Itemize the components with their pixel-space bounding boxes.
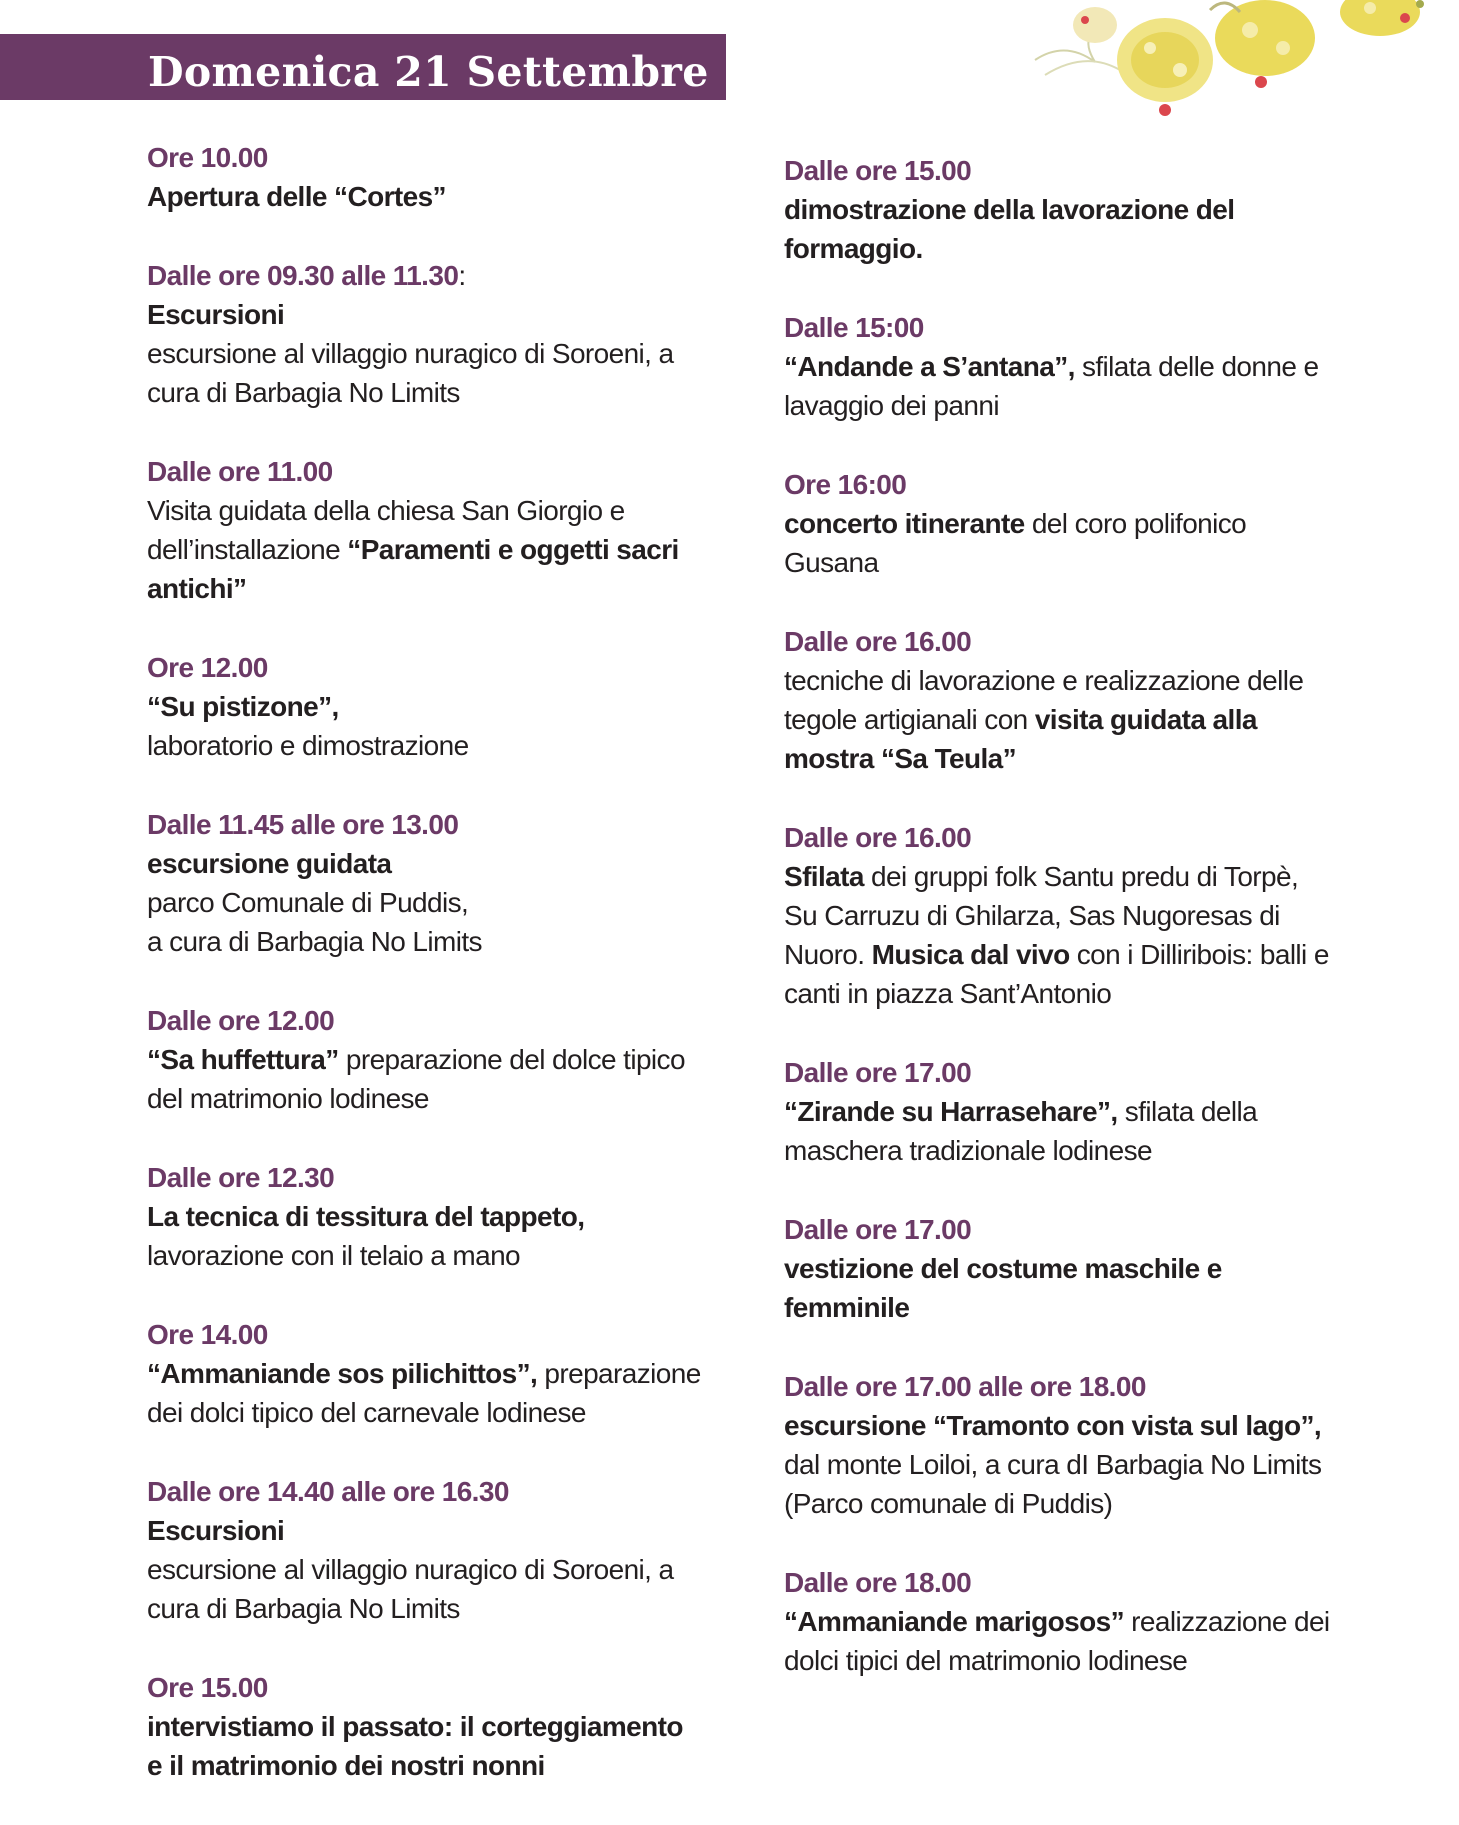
event-time bbox=[147, 1001, 707, 1040]
event-text: laboratorio e dimostrazione bbox=[147, 730, 469, 761]
page-title: Domenica 21 Settembre bbox=[148, 48, 709, 96]
event-text: escursione al villaggio nuragico di Soroeni, a bbox=[147, 1554, 674, 1585]
schedule-entry bbox=[147, 648, 707, 765]
event-highlight-text: “Andande a S’antana”, bbox=[784, 351, 1075, 382]
event-highlight-text: vestizione del costume maschile e bbox=[784, 1253, 1222, 1284]
event-text: con i Dilliribois: balli e bbox=[1069, 939, 1329, 970]
event-time-label: Dalle ore 15.00 bbox=[784, 155, 972, 186]
event-time-label: Dalle ore 17.00 bbox=[784, 1214, 972, 1245]
event-highlight-text: mostra “Sa Teula” bbox=[784, 743, 1017, 774]
event-description-line bbox=[784, 504, 1364, 543]
schedule-right-column bbox=[784, 151, 1364, 1720]
schedule-entry bbox=[147, 452, 707, 608]
event-text: (Parco comunale di Puddis) bbox=[784, 1488, 1113, 1519]
event-highlight-text: La tecnica di tessitura del tappeto, bbox=[147, 1201, 585, 1232]
event-time bbox=[147, 648, 707, 687]
event-time bbox=[784, 308, 1364, 347]
event-description-line bbox=[784, 1484, 1364, 1523]
event-description-line bbox=[784, 229, 1364, 268]
event-time bbox=[147, 256, 707, 295]
event-text: lavaggio dei panni bbox=[784, 390, 999, 421]
event-text: a cura di Barbagia No Limits bbox=[147, 926, 482, 957]
event-description-line bbox=[147, 491, 707, 530]
event-time-label: Ore 14.00 bbox=[147, 1319, 268, 1350]
event-text: preparazione bbox=[537, 1358, 701, 1389]
event-time-label: Dalle ore 17.00 alle ore 18.00 bbox=[784, 1371, 1146, 1402]
event-time-label: Dalle ore 16.00 bbox=[784, 822, 972, 853]
event-description-line bbox=[784, 1288, 1364, 1327]
event-time bbox=[147, 1668, 707, 1707]
schedule-entry bbox=[784, 308, 1364, 425]
event-text: canti in piazza Sant’Antonio bbox=[784, 978, 1112, 1009]
event-text: Su Carruzu di Ghilarza, Sas Nugoresas di bbox=[784, 900, 1280, 931]
schedule-entry bbox=[784, 1563, 1364, 1680]
event-time bbox=[784, 1563, 1364, 1602]
schedule-left-column bbox=[147, 138, 707, 1825]
event-time-label: Dalle ore 11.00 bbox=[147, 456, 333, 487]
event-time bbox=[784, 465, 1364, 504]
event-time-label: Dalle ore 16.00 bbox=[784, 626, 972, 657]
event-description-line bbox=[784, 1249, 1364, 1288]
event-text: cura di Barbagia No Limits bbox=[147, 377, 460, 408]
event-description-line bbox=[784, 1092, 1364, 1131]
event-description-line bbox=[147, 1079, 707, 1118]
event-time-label: Ore 10.00 bbox=[147, 142, 268, 173]
event-description-line bbox=[147, 883, 707, 922]
schedule-entry bbox=[147, 1001, 707, 1118]
event-description-line bbox=[784, 1445, 1364, 1484]
event-highlight-text: escursione “Tramonto con vista sul lago”, bbox=[784, 1410, 1322, 1441]
schedule-entry bbox=[784, 465, 1364, 582]
schedule-entry bbox=[784, 818, 1364, 1013]
event-time bbox=[147, 1158, 707, 1197]
event-description-line bbox=[784, 386, 1364, 425]
schedule-entry bbox=[784, 622, 1364, 778]
event-text: lavorazione con il telaio a mano bbox=[147, 1240, 521, 1271]
event-text: Visita guidata della chiesa San Giorgio e bbox=[147, 495, 625, 526]
event-text: dei dolci tipico del carnevale lodinese bbox=[147, 1397, 586, 1428]
event-description-line bbox=[784, 661, 1364, 700]
event-highlight-text: formaggio. bbox=[784, 233, 923, 264]
event-highlight-text: femminile bbox=[784, 1292, 910, 1323]
event-highlight-text: “Ammaniande sos pilichittos”, bbox=[147, 1358, 538, 1389]
event-highlight-text: escursione guidata bbox=[147, 848, 392, 879]
schedule-entry bbox=[147, 1472, 707, 1628]
event-description-line bbox=[147, 1589, 707, 1628]
event-description-line bbox=[147, 1236, 707, 1275]
event-text: tecniche di lavorazione e realizzazione delle bbox=[784, 665, 1304, 696]
event-highlight-text: visita guidata alla bbox=[1034, 704, 1257, 735]
event-description-line bbox=[147, 530, 707, 569]
event-time-label: Ore 15.00 bbox=[147, 1672, 268, 1703]
event-description-line bbox=[147, 687, 707, 726]
schedule-entry bbox=[784, 151, 1364, 268]
event-time-label: Ore 16:00 bbox=[784, 469, 907, 500]
event-time-label: Dalle ore 14.40 alle ore 16.30 bbox=[147, 1476, 509, 1507]
event-description-line bbox=[784, 700, 1364, 739]
event-description-line bbox=[147, 1354, 707, 1393]
event-time bbox=[147, 805, 707, 844]
event-highlight-text: Sfilata bbox=[784, 861, 864, 892]
event-description-line bbox=[147, 726, 707, 765]
event-description-line bbox=[147, 334, 707, 373]
event-time bbox=[147, 138, 707, 177]
event-text: preparazione del dolce tipico bbox=[338, 1044, 685, 1075]
event-time bbox=[147, 1315, 707, 1354]
event-description-line bbox=[784, 1602, 1364, 1641]
event-highlight-text: “Sa huffettura” bbox=[147, 1044, 339, 1075]
schedule-entry bbox=[147, 256, 707, 412]
event-time-label: Ore 12.00 bbox=[147, 652, 268, 683]
event-description-line bbox=[784, 935, 1364, 974]
event-time-suffix: : bbox=[458, 260, 466, 291]
event-text: Nuoro. bbox=[784, 939, 872, 970]
decorative-sweets-illustration-icon bbox=[1025, 0, 1459, 130]
event-description-line bbox=[784, 739, 1364, 778]
event-text: dell’installazione bbox=[147, 534, 348, 565]
event-description-line bbox=[147, 922, 707, 961]
event-highlight-text: Musica dal vivo bbox=[871, 939, 1070, 970]
schedule-entry bbox=[147, 1158, 707, 1275]
event-text: del coro polifonico bbox=[1024, 508, 1247, 539]
schedule-entry bbox=[147, 1315, 707, 1432]
event-text: maschera tradizionale lodinese bbox=[784, 1135, 1152, 1166]
event-description-line bbox=[784, 1406, 1364, 1445]
schedule-entry bbox=[784, 1053, 1364, 1170]
event-time-label: Dalle 11.45 alle ore 13.00 bbox=[147, 809, 459, 840]
event-text: sfilata delle donne e bbox=[1074, 351, 1319, 382]
event-highlight-text: Escursioni bbox=[147, 299, 285, 330]
event-highlight-text: “Paramenti e oggetti sacri bbox=[347, 534, 679, 565]
event-text: dolci tipici del matrimonio lodinese bbox=[784, 1645, 1188, 1676]
event-time-label: Dalle ore 18.00 bbox=[784, 1567, 972, 1598]
event-text: Gusana bbox=[784, 547, 879, 578]
event-highlight-text: Apertura delle “Cortes” bbox=[147, 181, 446, 212]
schedule-entry bbox=[147, 805, 707, 961]
event-time bbox=[784, 1210, 1364, 1249]
event-description-line bbox=[784, 857, 1364, 896]
event-description-line bbox=[784, 974, 1364, 1013]
event-description-line bbox=[147, 1040, 707, 1079]
event-description-line bbox=[147, 1393, 707, 1432]
event-time bbox=[784, 1053, 1364, 1092]
event-description-line bbox=[147, 1707, 707, 1746]
event-description-line bbox=[147, 844, 707, 883]
event-highlight-text: intervistiamo il passato: il corteggiamento bbox=[147, 1711, 683, 1742]
event-text: del matrimonio lodinese bbox=[147, 1083, 429, 1114]
event-text: parco Comunale di Puddis, bbox=[147, 887, 469, 918]
event-text: escursione al villaggio nuragico di Soroeni, a bbox=[147, 338, 674, 369]
event-description-line bbox=[784, 190, 1364, 229]
event-description-line bbox=[784, 543, 1364, 582]
event-highlight-text: “Zirande su Harrasehare”, bbox=[784, 1096, 1118, 1127]
event-time bbox=[784, 1367, 1364, 1406]
event-time-label: Dalle 15:00 bbox=[784, 312, 924, 343]
schedule-entry bbox=[147, 1668, 707, 1785]
event-description-line bbox=[147, 1511, 707, 1550]
event-time-label: Dalle ore 17.00 bbox=[784, 1057, 972, 1088]
event-highlight-text: “Su pistizone”, bbox=[147, 691, 339, 722]
event-time bbox=[147, 452, 707, 491]
event-time bbox=[147, 1472, 707, 1511]
event-text: dal monte Loiloi, a cura dI Barbagia No Limits bbox=[784, 1449, 1322, 1480]
event-description-line bbox=[147, 177, 707, 216]
event-highlight-text: antichi” bbox=[147, 573, 247, 604]
event-description-line bbox=[784, 1641, 1364, 1680]
event-description-line bbox=[147, 373, 707, 412]
event-description-line bbox=[147, 1197, 707, 1236]
event-text: realizzazione dei bbox=[1124, 1606, 1330, 1637]
event-description-line bbox=[147, 569, 707, 608]
event-highlight-text: concerto itinerante bbox=[784, 508, 1025, 539]
event-description-line bbox=[784, 896, 1364, 935]
event-highlight-text: e il matrimonio dei nostri nonni bbox=[147, 1750, 545, 1781]
event-text: sfilata della bbox=[1117, 1096, 1258, 1127]
event-text: dei gruppi folk Santu predu di Torpè, bbox=[863, 861, 1299, 892]
event-time-label: Dalle ore 12.00 bbox=[147, 1005, 335, 1036]
event-description-line bbox=[784, 347, 1364, 386]
event-highlight-text: “Ammaniande marigosos” bbox=[784, 1606, 1124, 1637]
schedule-entry bbox=[784, 1210, 1364, 1327]
event-description-line bbox=[147, 295, 707, 334]
schedule-entry bbox=[147, 138, 707, 216]
event-time-label: Dalle ore 12.30 bbox=[147, 1162, 335, 1193]
event-highlight-text: dimostrazione della lavorazione del bbox=[784, 194, 1235, 225]
event-time bbox=[784, 818, 1364, 857]
event-description-line bbox=[147, 1746, 707, 1785]
schedule-entry bbox=[784, 1367, 1364, 1523]
event-time-label: Dalle ore 09.30 alle 11.30 bbox=[147, 260, 459, 291]
event-time bbox=[784, 151, 1364, 190]
event-text: cura di Barbagia No Limits bbox=[147, 1593, 460, 1624]
event-description-line bbox=[147, 1550, 707, 1589]
event-highlight-text: Escursioni bbox=[147, 1515, 285, 1546]
event-description-line bbox=[784, 1131, 1364, 1170]
event-text: tegole artigianali con bbox=[784, 704, 1035, 735]
event-time bbox=[784, 622, 1364, 661]
